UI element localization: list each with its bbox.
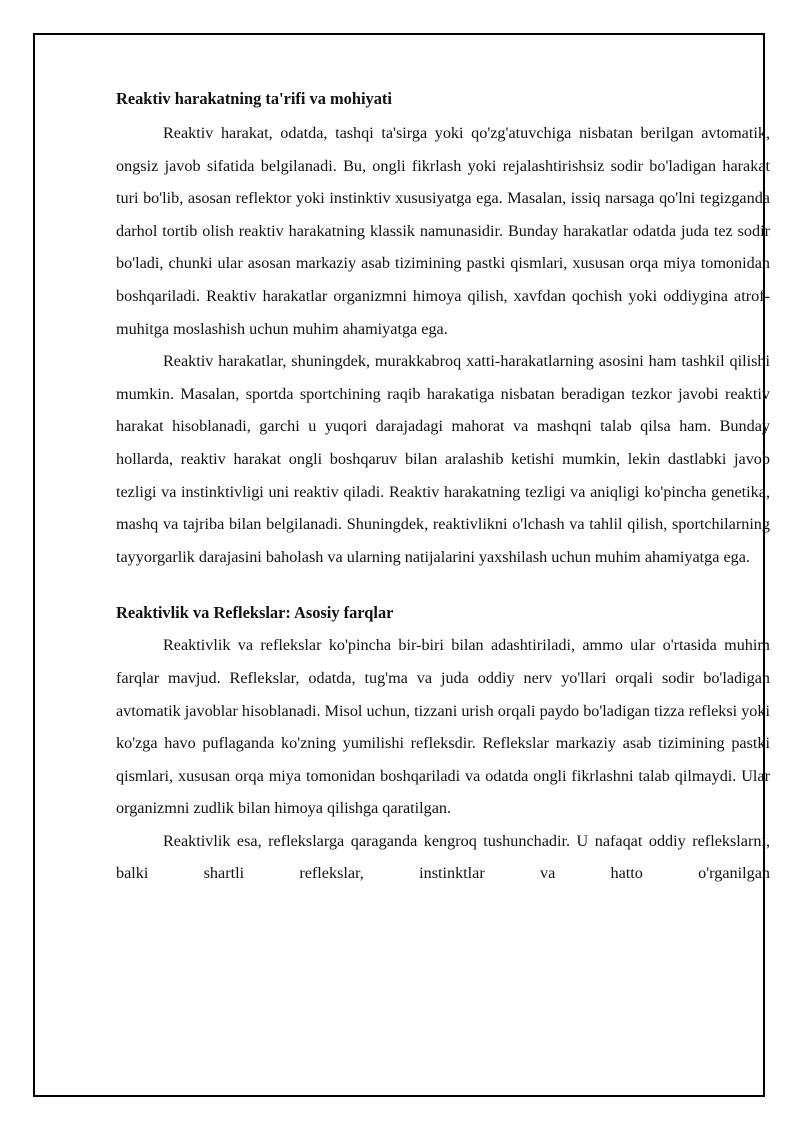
paragraph: Reaktiv harakat, odatda, tashqi ta'sirga yoki qo'zg'atuvchiga nisbatan berilgan avtomatik, ongsiz javob sifatida belgilanadi. Bu, ongli fikrlash yoki rejalashtirishsiz sodir bo'ladigan harakat turi bo'lib, asosan reflektor yoki instinktiv xususiyatga ega. Masalan, issiq narsaga qo'lni tegizganda darhol tortib olish reaktiv harakatning klassik namunasidir. Bunday harakatlar odatda juda tez sodir bo'ladi, chunki ular asosan markaziy asab tizimining pastki qismlari, xususan orqa miya tomonidan boshqariladi. Reaktiv harakatlar organizmni himoya qilish, xavfdan qochish yoki oddiygina atrof-muhitga moslashish uchun muhim ahamiyatga ega.	[116, 124, 770, 338]
paragraph: Reaktivlik va reflekslar ko'pincha bir-biri bilan adashtiriladi, ammo ular o'rtasida muhim farqlar mavjud. Reflekslar, odatda, tug'ma va juda oddiy nerv yo'llari orqali sodir bo'ladigan avtomatik javoblar hisoblanadi. Misol uchun, tizzani urish orqali paydo bo'ladigan tizza refleksi yoki ko'zga havo puflaganda ko'zning yumilishi refleksdir. Reflekslar markaziy asab tizimining pastki qismlari, xususan orqa miya tomonidan boshqariladi va odatda ongli fikrlashni talab qilmaydi. Ular organizmni zudlik bilan himoya qilishga qaratilgan.	[116, 636, 770, 818]
paragraph-continued: Reaktivlik esa, reflekslarga qaraganda kengroq tushunchadir. U nafaqat oddiy reflekslarni, balki shartli reflekslar, instinktlar va hatto o'rganilgan	[116, 831, 770, 883]
section-heading-reaktivlik-reflekslar: Reaktivlik va Reflekslar: Asosiy farqlar	[116, 603, 394, 623]
section-heading-reaktiv-harakat: Reaktiv harakatning ta'rifi va mohiyati	[116, 89, 392, 108]
document-body	[116, 82, 770, 890]
paragraph: Reaktiv harakatlar, shuningdek, murakkabroq xatti-harakatlarning asosini ham tashkil qilishi mumkin. Masalan, sportda sportchining raqib harakatiga nisbatan beradigan tezkor javobi reaktiv harakat hisoblanadi, garchi u yuqori darajadagi mahorat va mashqni talab qilsa ham. Bunday hollarda, reaktiv harakat ongli boshqaruv bilan aralashib ketishi mumkin, lekin dastlabki javob tezligi va instinktivligi uni reaktiv qiladi. Reaktiv harakatning tezligi va aniqligi ko'pincha genetika, mashq va tajriba bilan belgilanadi. Shuningdek, reaktivlikni o'lchash va tahlil qilish, sportchilarning tayyorgarlik darajasini baholash va ularning natijalarini yaxshilash uchun muhim ahamiyatga ega.	[116, 352, 770, 566]
